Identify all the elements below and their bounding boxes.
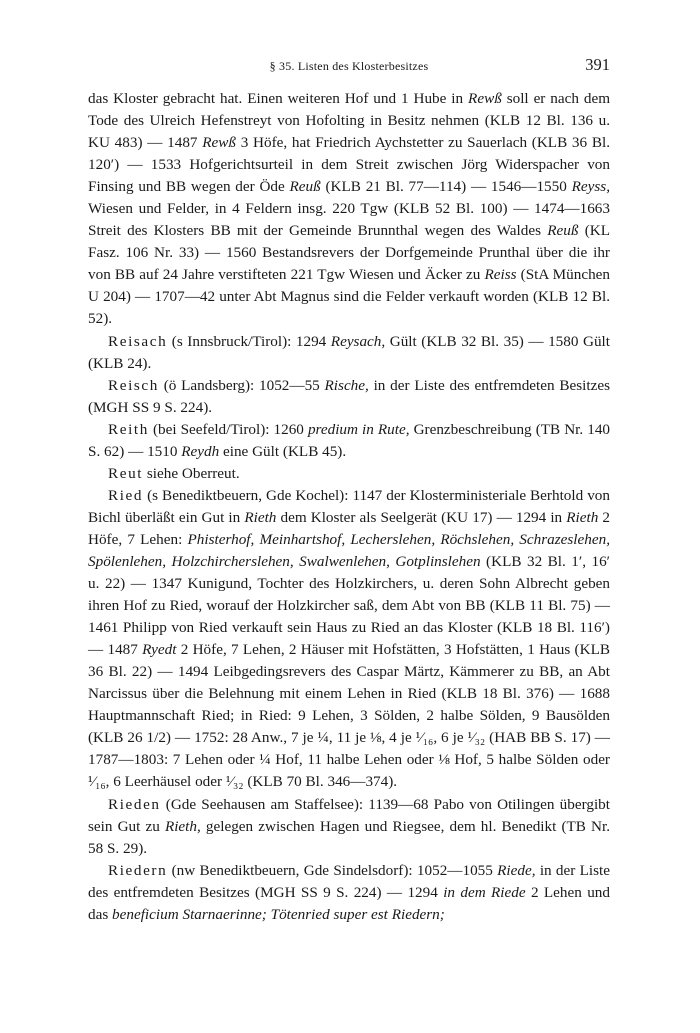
entry-lemma: Reut	[108, 464, 144, 482]
italic-text: Rewß	[468, 90, 502, 107]
text-segment: (ö Landsberg): 1052—55	[158, 376, 325, 394]
place-entry	[88, 419, 610, 463]
italic-text: Ryedt	[142, 641, 177, 659]
text-segment: (bei Seefeld/Tirol): 1260	[148, 420, 308, 438]
text-segment: (s Innsbruck/Tirol): 1294	[167, 332, 331, 350]
text-segment: (KLB 32 Bl. 1′, 16′ u. 22) — 1347 Kunigund, Tochter des Holzkirchers, u. deren Sohn Albrecht geben ihren Hof zu Ried, worauf der Holzkircher saß, dem Abt von BB (KLB 11 Bl. 75) — 1461 Philipp von Ried verkauft sein Haus zu Ried an das Kloster (KLB 18 Bl. 116′) — 1487	[88, 552, 610, 659]
entry-lemma: Rieden	[108, 795, 161, 813]
text-segment: gelegen zwischen Hagen und Riegsee, dem hl. Benedikt (TB Nr. 58 S. 29).	[88, 817, 611, 857]
text-segment: in der Liste des entfremdeten Besitzes (MGH SS 9 S. 224).	[88, 376, 610, 416]
italic-text: Reuß	[289, 178, 321, 196]
text-segment: Grenzbeschreibung (TB Nr. 140 S. 62) — 1510	[88, 420, 611, 460]
text-segment: Wiesen und Felder, in 4 Feldern insg. 220 Tgw (KLB 52 Bl. 100) — 1474—1663 Streit des Klosters BB mit der Gemeinde Brunnthal wegen des Waldes	[88, 200, 610, 240]
italic-text: Rieth	[244, 508, 277, 526]
text-segment: soll er nach dem Tode des Ulreich Hefenstreyt von Hofolting in Besitz nehmen (KLB 12 Bl. 136 u. KU 483) — 1487	[88, 90, 611, 152]
italic-text: Reyss,	[571, 178, 610, 196]
text-segment: das Kloster gebracht hat. Einen weiteren Hof und 1 Hube in	[88, 90, 469, 107]
italic-text: Reuß	[547, 222, 579, 240]
entry-lemma: Reisch	[108, 376, 159, 394]
entry-lemma: Reisach	[108, 332, 168, 350]
entry-lemma: Ried	[108, 486, 144, 504]
place-entry	[88, 485, 610, 794]
running-title: § 35. Listen des Klosterbesitzes	[269, 59, 429, 73]
text-segment: in der Liste des entfremdeten Besitzes (MGH SS 9 S. 224) — 1294	[88, 861, 610, 901]
italic-text: Riede,	[497, 861, 536, 879]
text-segment: dem Kloster als Seelgerät (KU 17) — 1294 in	[276, 508, 567, 526]
running-header	[88, 55, 610, 79]
place-entry	[88, 794, 610, 860]
text-segment: 2 Lehen und das	[88, 883, 610, 923]
text-segment: eine Gült (KLB 45).	[219, 442, 347, 460]
italic-text: Phisterhof, Meinhartshof, Lecherslehen, Röchslehen, Schrazeslehen, Spölenlehen, Holzchircherslehen, Swalwenlehen, Gotplinslehen	[88, 530, 610, 570]
text-segment: 3 Höfe, hat Friedrich Aychstetter zu Sauerlach (KLB 36 Bl. 120′) — 1533 Hofgerichtsurteil in dem Streit zwischen Jörg Widerspacher von Finsing und BB wegen der Öde	[88, 134, 610, 196]
italic-text: beneficium Starnaerinne; Tötenried super est Riedern;	[112, 905, 445, 923]
place-entry	[88, 375, 610, 419]
text-segment: 2 Höfe, 7 Lehen:	[88, 508, 611, 548]
text-segment: (KLB 21 Bl. 77—114) — 1546—1550	[320, 178, 572, 196]
italic-text: Reysach,	[330, 332, 386, 350]
text-segment: 2 Höfe, 7 Lehen, 2 Häuser mit Hofstätten, 3 Hofstätten, 1 Haus (KLB 36 Bl. 22) — 1494 Leibgedingsrevers des Caspar Märtz, Kämmerer zu BB, an Abt Narcissus über die Belehnung mit einem Lehen in Ried (KLB 18 Bl. 376) — 1688 Hauptmannschaft Ried; in Ried: 9 Lehen, 3 Sölden, 2 halbe Sölden, 9 Bausölden (KLB 26 1/2) — 1752: 28 Anw., 7 je ¼, 11 je ⅛, 4 je ¹⁄₁₆, 6 je ¹⁄₃₂ (HAB BB S. 17) — 1787—1803: 7 Lehen oder ¼ Hof, 11 halbe Lehen oder ⅛ Hof, 5 halbe Sölden oder ¹⁄₁₆, 6 Leerhäusel oder ¹⁄₃₂ (KLB 70 Bl. 346—374).	[88, 641, 610, 791]
italic-text: in dem Riede	[443, 883, 526, 901]
text-segment: (Gde Seehausen am Staffelsee): 1139—68 Pabo von Otilingen übergibt sein Gut zu	[88, 795, 610, 835]
italic-text: Reydh	[181, 442, 220, 460]
place-entry	[88, 331, 610, 375]
paragraph-continuation	[88, 88, 610, 331]
text-segment: (StA München U 204) — 1707—42 unter Abt Magnus sind die Felder verkauft worden (KLB 12 Bl. 52).	[88, 266, 610, 328]
text-segment: siehe Oberreut.	[143, 464, 240, 482]
italic-text: Reiss	[484, 266, 517, 284]
body-text	[88, 88, 610, 926]
text-segment: (KL Fasz. 106 Nr. 33) — 1560 Bestandsrevers der Dorfgemeinde Prunthal über die ihr von BB auf 24 Jahre verstifteten 221 Tgw Wiesen und Äcker zu	[88, 222, 610, 284]
text-segment: (nw Benediktbeuern, Gde Sindelsdorf): 1052—1055	[167, 861, 498, 879]
italic-text: Rieth	[566, 508, 599, 526]
page-number: 391	[585, 55, 610, 74]
italic-text: Rieth,	[164, 817, 201, 835]
entry-lemma: Riedern	[108, 861, 168, 879]
entry-lemma: Reith	[108, 420, 149, 438]
place-entry	[88, 463, 610, 485]
italic-text: Rische,	[324, 376, 369, 394]
place-entry	[88, 860, 610, 926]
text-segment: (s Benediktbeuern, Gde Kochel): 1147 der Klosterministeriale Berhtold von Bichl überläßt ein Gut in	[88, 486, 610, 526]
text-segment: Gült (KLB 32 Bl. 35) — 1580 Gült (KLB 24).	[88, 332, 610, 372]
italic-text: predium in Rute,	[307, 420, 410, 438]
italic-text: Rewß	[202, 134, 236, 152]
